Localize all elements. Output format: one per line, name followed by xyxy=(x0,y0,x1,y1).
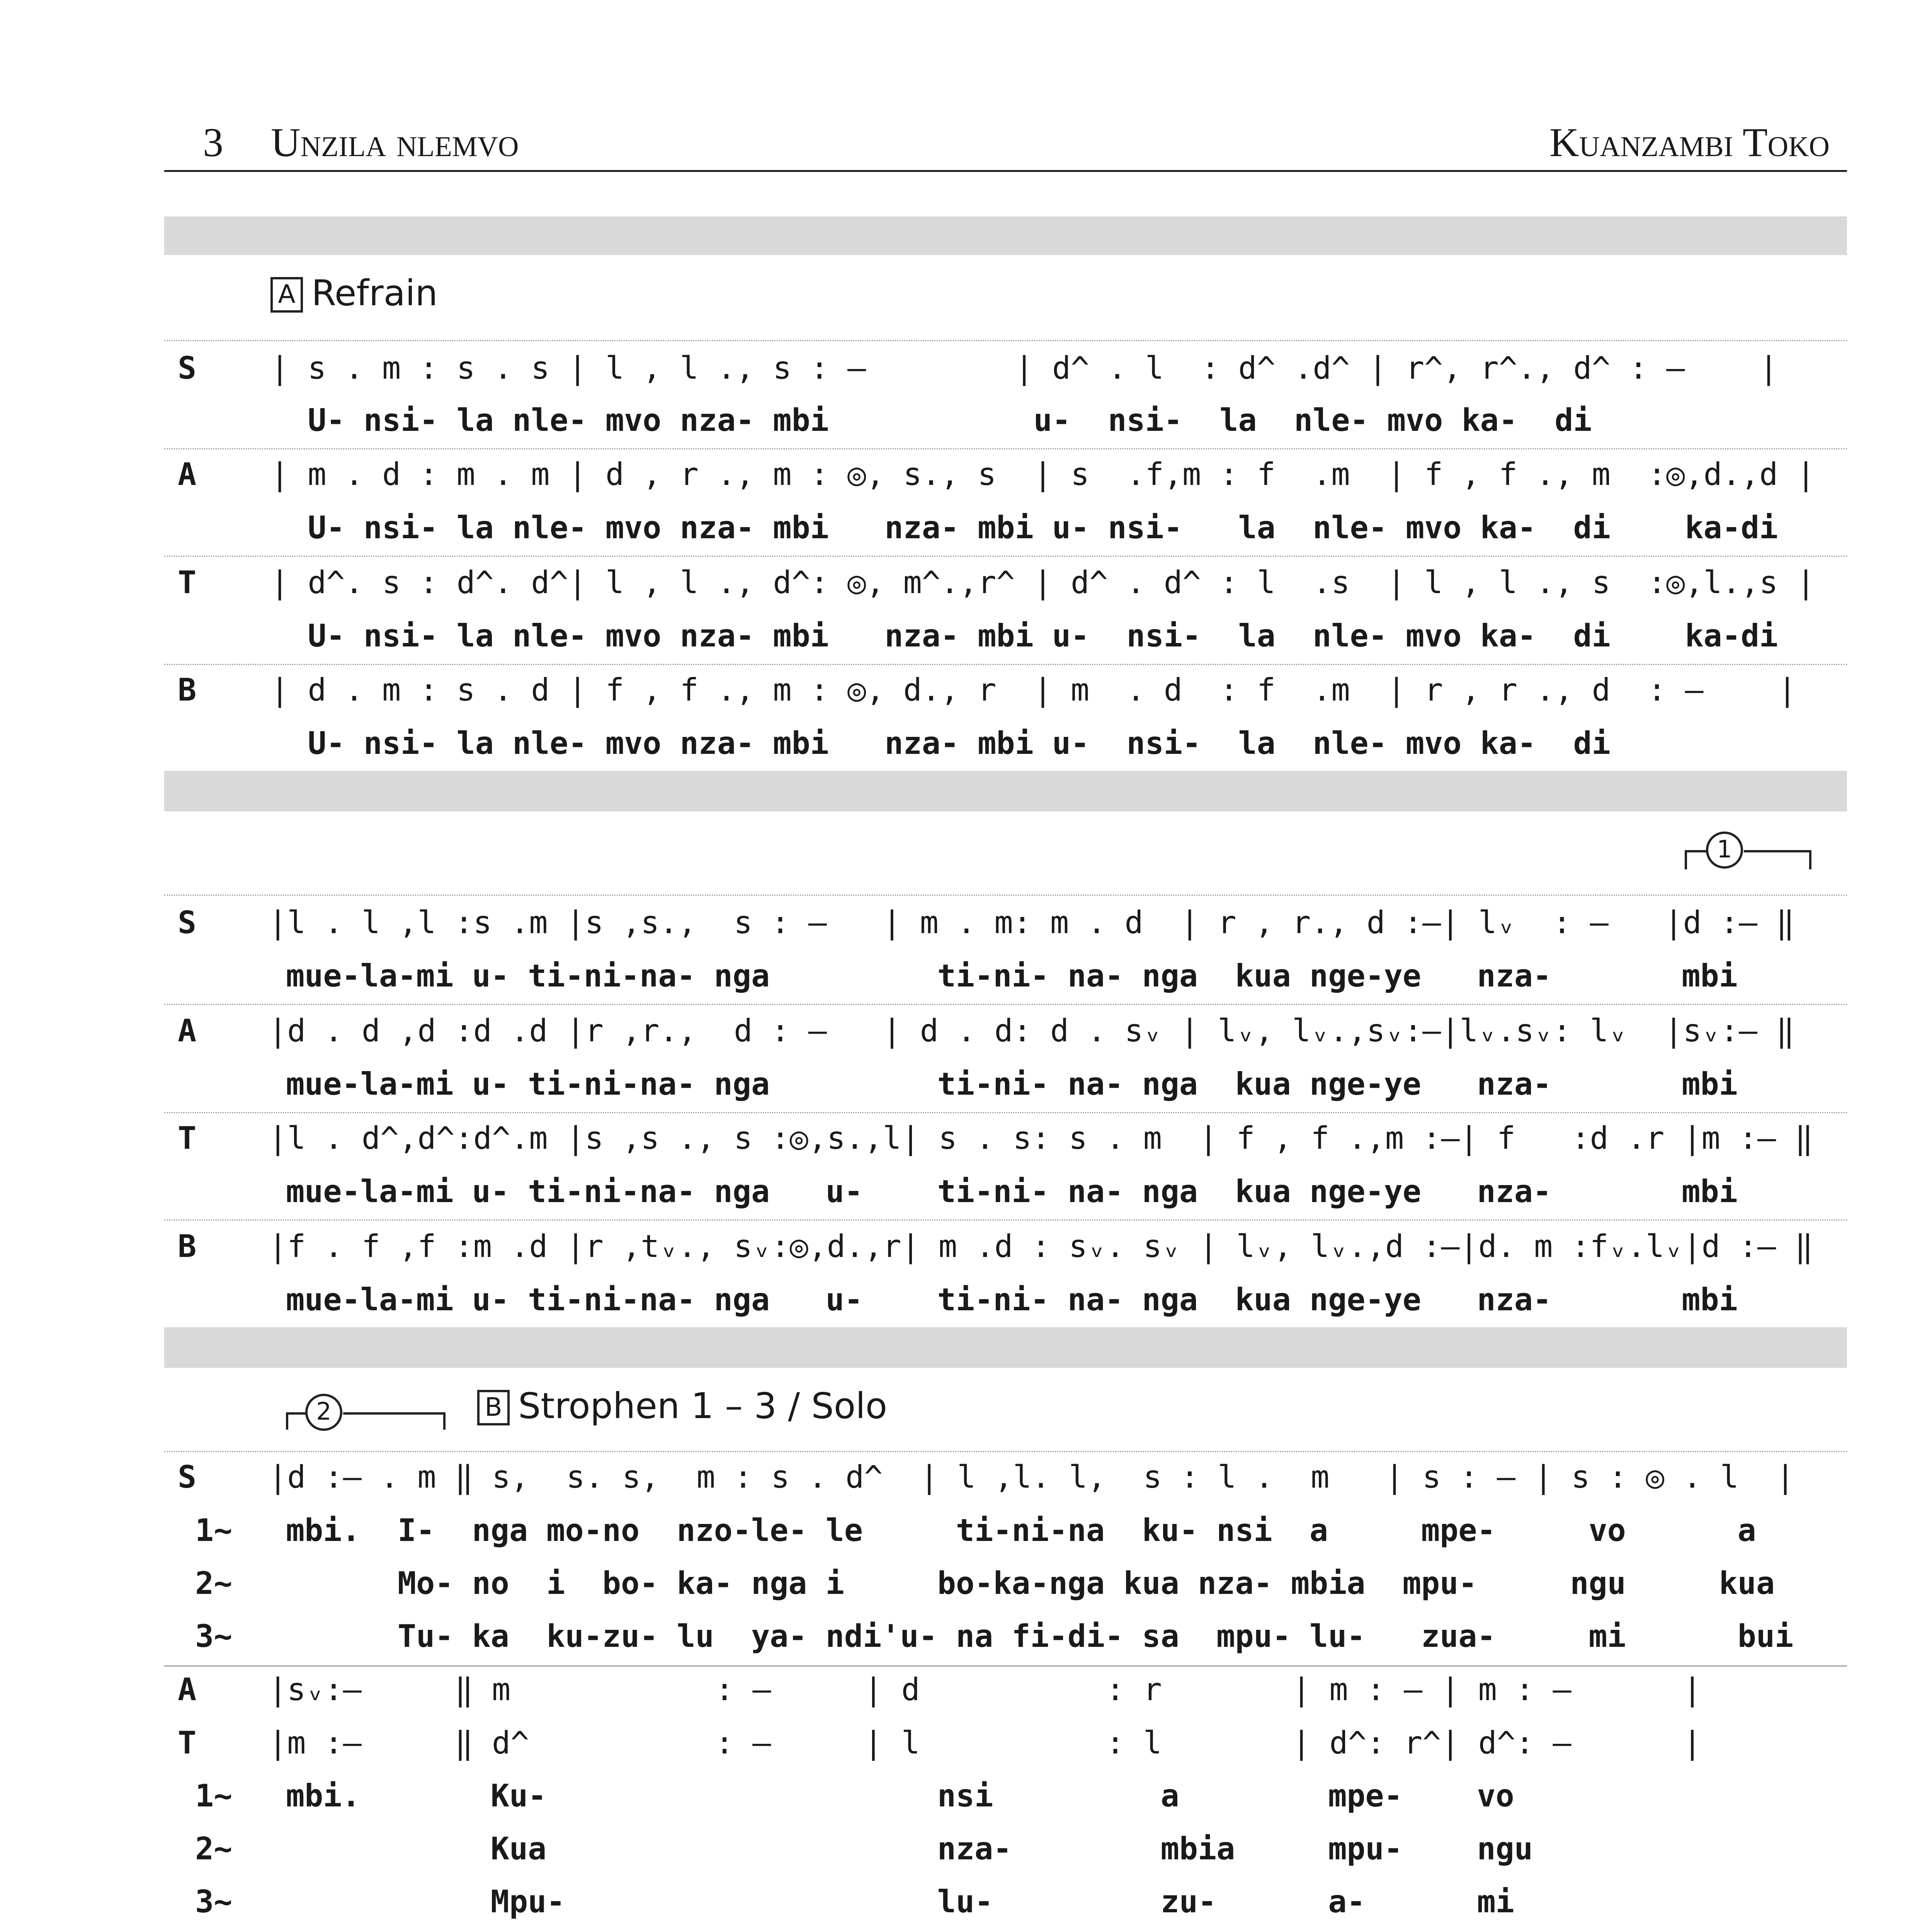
separator-band xyxy=(164,1327,1847,1368)
lyrics-line: mue-la-mi u- ti-ni-na- nga ti-ni- na- nga kua nge-ye nza- mbi xyxy=(286,1066,1738,1102)
voice-label: S xyxy=(178,905,197,940)
notes-line: | m . d : m . m | d , r ., m : ◎, s., s | s .f,m : f .m | f , f ., m :◎,d.,d | xyxy=(270,456,1815,492)
verse-number: 1~ xyxy=(195,1512,233,1548)
lyrics-line: U- nsi- la nle- mvo nza- mbi u- nsi- la nle- mvo ka- di xyxy=(270,402,1592,438)
verse-number: 2~ xyxy=(195,1565,233,1601)
section-box-a: A xyxy=(270,277,303,313)
lyrics-line: Kua nza- mbia mpu- ngu xyxy=(286,1831,1533,1867)
voice-label: S xyxy=(178,1459,197,1495)
song-title: Kuanzambi Toko xyxy=(1549,120,1830,165)
row-rule xyxy=(164,556,1847,557)
voice-label: T xyxy=(178,1120,197,1156)
section-heading-refrain xyxy=(270,272,438,314)
separator-band xyxy=(164,216,1847,255)
chapter-title: Unzila nlemvo xyxy=(271,120,519,165)
bracket-line xyxy=(1744,850,1811,852)
voice-label: A xyxy=(178,456,197,492)
row-rule xyxy=(164,1451,1847,1452)
notes-line: |d . d ,d :d .d |r ,r., d : – | d . d: d . sᵥ | lᵥ, lᵥ.,sᵥ:–|lᵥ.sᵥ: lᵥ |sᵥ:– ‖ xyxy=(269,1013,1795,1049)
voice-label: T xyxy=(178,565,197,600)
bracket-tick xyxy=(1809,850,1811,869)
bracket-tick xyxy=(443,1412,446,1430)
lyrics-line: mbi. I- nga mo-no nzo-le- le ti-ni-na ku- nsi a mpe- vo a xyxy=(286,1512,1756,1548)
chapter-number: 3 xyxy=(203,120,223,165)
voice-label: S xyxy=(178,350,197,386)
ending-ring: 2 xyxy=(305,1394,342,1431)
verse-number: 2~ xyxy=(195,1831,233,1867)
voice-label: A xyxy=(178,1013,197,1049)
verse-number: 1~ xyxy=(195,1778,233,1814)
section-heading-strophen xyxy=(477,1385,887,1427)
lyrics-line: mbi. Ku- nsi a mpe- vo xyxy=(286,1778,1514,1814)
voice-label: B xyxy=(178,672,197,708)
voice-label: T xyxy=(178,1725,197,1761)
lyrics-line: Mpu- lu- zu- a- mi xyxy=(286,1884,1514,1920)
row-rule xyxy=(164,340,1847,341)
separator-band xyxy=(164,771,1847,811)
lyrics-line: U- nsi- la nle- mvo nza- mbi nza- mbi u- nsi- la nle- mvo ka- di xyxy=(270,725,1611,761)
bracket-line xyxy=(343,1412,446,1415)
lyrics-line: mue-la-mi u- ti-ni-na- nga u- ti-ni- na- nga kua nge-ye nza- mbi xyxy=(286,1282,1738,1318)
voice-label: B xyxy=(178,1228,197,1264)
row-rule xyxy=(164,1112,1847,1113)
lyrics-line: U- nsi- la nle- mvo nza- mbi nza- mbi u- nsi- la nle- mvo ka- di ka-di xyxy=(270,618,1778,654)
chapter-heading xyxy=(203,119,519,166)
notes-line: |f . f ,f :m .d |r ,tᵥ., sᵥ:◎,d.,r| m .d : sᵥ. sᵥ | lᵥ, lᵥ.,d :–|d. m :fᵥ.lᵥ|d :– ‖ xyxy=(269,1228,1813,1264)
ending-1-marker xyxy=(1706,832,1743,869)
lyrics-line: U- nsi- la nle- mvo nza- mbi nza- mbi u- nsi- la nle- mvo ka- di ka-di xyxy=(270,510,1778,546)
notes-line: |l . d^,d^:d^.m |s ,s ., s :◎,s.,l| s . s: s . m | f , f .,m :–| f :d .r |m :– ‖ xyxy=(269,1120,1813,1156)
voice-label: A xyxy=(178,1672,197,1708)
bracket-line xyxy=(1685,850,1708,852)
notes-line: |l . l ,l :s .m |s ,s., s : – | m . m: m . d | r , r., d :–| lᵥ : – |d :– ‖ xyxy=(269,905,1795,940)
bracket-line xyxy=(286,1412,307,1415)
lyrics-line: Tu- ka ku-zu- lu ya- ndi'u- na fi-di- sa mpu- lu- zua- mi bui xyxy=(286,1618,1794,1654)
ending-ring: 1 xyxy=(1706,832,1743,869)
row-rule xyxy=(164,448,1847,449)
row-rule xyxy=(164,895,1847,896)
notes-line: |sᵥ:– ‖ m : – | d : r | m : – | m : – | xyxy=(269,1672,1702,1708)
page-header xyxy=(164,112,1847,172)
bracket-tick xyxy=(286,1412,288,1430)
lyrics-line: mue-la-mi u- ti-ni-na- nga u- ti-ni- na- nga kua nge-ye nza- mbi xyxy=(286,1173,1738,1209)
verse-number: 3~ xyxy=(195,1618,233,1654)
row-rule xyxy=(164,1219,1847,1221)
verse-number: 3~ xyxy=(195,1884,233,1920)
bracket-tick xyxy=(1685,850,1687,869)
section-title: Refrain xyxy=(311,272,438,314)
notes-line: |m :– ‖ d^ : – | l : l | d^: r^| d^: – | xyxy=(269,1725,1702,1761)
notes-line: | d . m : s . d | f , f ., m : ◎, d., r | m . d : f .m | r , r ., d : – | xyxy=(270,672,1797,708)
row-rule xyxy=(164,1665,1847,1667)
ending-2-marker xyxy=(305,1394,342,1431)
row-rule xyxy=(164,664,1847,665)
lyrics-line: mue-la-mi u- ti-ni-na- nga ti-ni- na- nga kua nge-ye nza- mbi xyxy=(286,958,1738,994)
section-title: Strophen 1 – 3 / Solo xyxy=(518,1385,887,1427)
notes-line: |d :– . m ‖ s, s. s, m : s . d^ | l ,l. l, s : l . m | s : – | s : ◎ . l | xyxy=(269,1459,1795,1495)
section-box-b: B xyxy=(477,1390,510,1425)
row-rule xyxy=(164,1004,1847,1005)
notes-line: | s . m : s . s | l , l ., s : – | d^ . l : d^ .d^ | r^, r^., d^ : – | xyxy=(270,350,1778,386)
notes-line: | d^. s : d^. d^| l , l ., d^: ◎, m^.,r^ | d^ . d^ : l .s | l , l ., s :◎,l.,s | xyxy=(270,565,1815,600)
lyrics-line: Mo- no i bo- ka- nga i bo-ka-nga kua nza- mbia mpu- ngu kua xyxy=(286,1565,1775,1601)
